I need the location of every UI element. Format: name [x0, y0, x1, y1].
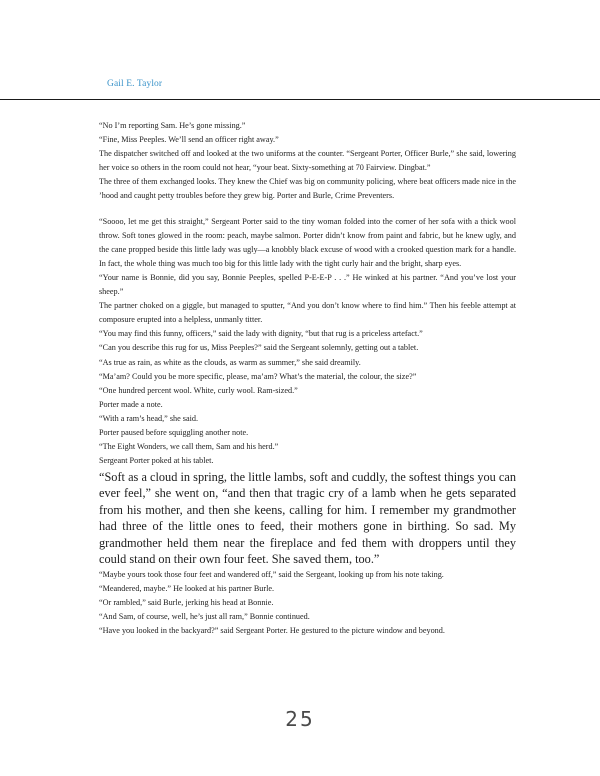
- paragraph-large: “Soft as a cloud in spring, the little lambs, soft and cuddly, the softest things you can ever feel,” she went on, “and then that tragic cry of a lamb when he gets separated from his mother, and then she keens, calling for him. I remember my grandmother had three of the little ones to feed, their mothers gone in birthing. So sad. My grandmother held them near the fireplace and fed them with droppers until they could stand on their own four feet. She saved them, too.”: [99, 469, 516, 567]
- paragraph: “You may find this funny, officers,” said the lady with dignity, “but that rug is a priceless artefact.”: [99, 329, 423, 339]
- running-header-author: Gail E. Taylor: [107, 79, 163, 89]
- paragraph: “Soooo, let me get this straight,” Sergeant Porter said to the tiny woman folded into the corner of her sofa with a thick wool throw. Soft tones glowed in the room: peach, maybe salmon. Porter didn’t know from paint and fabric, but he knew ugly, and the cane propped beside this little lady was ugly—a knobbly black excuse of wood with a crooked question mark for a handle. In fact, the whole thing was much too big for this little lady with the tight curly hair and the bright, sharp eyes.: [99, 216, 516, 268]
- paragraph: “The Eight Wonders, we call them, Sam and his herd.”: [99, 442, 279, 452]
- paragraph: The partner choked on a giggle, but managed to sputter, “And you don’t know where to find him.” Then his feeble attempt at composure erupted into a helpless, unmanly titter.: [99, 301, 516, 325]
- paragraph: “As true as rain, as white as the clouds, as warm as summer,” she said dreamily.: [99, 357, 361, 367]
- header-divider: [0, 99, 600, 100]
- paragraph: “Your name is Bonnie, did you say, Bonnie Peeples, spelled P-E-E-P . . .” He winked at his partner. “And you’ve lost your sheep.”: [99, 272, 516, 297]
- paragraph: The three of them exchanged looks. They knew the Chief was big on community policing, where beat officers made nice in the ’hood and caught petty troubles before they grew big. Porter and Burle, Crime Preventers.: [99, 177, 516, 201]
- paragraph: Porter made a note.: [99, 399, 163, 409]
- paragraph: The dispatcher switched off and looked at the two uniforms at the counter. “Sergeant Porter, Officer Burle,” she said, lowering her voice so others in the room could not hear, “your beat. Sixty-something at 70 Fairview. Dingbat.”: [99, 149, 516, 173]
- paragraph: “Fine, Miss Peeples. We’ll send an officer right away.”: [99, 135, 279, 145]
- page-number: 25: [285, 707, 315, 731]
- story-text: [99, 119, 516, 638]
- paragraph: “Have you looked in the backyard?” said Sergeant Porter. He gestured to the picture window and beyond.: [99, 626, 445, 636]
- paragraph: “One hundred percent wool. White, curly wool. Ram-sized.”: [99, 385, 298, 395]
- paragraph: “Can you describe this rug for us, Miss Peeples?” said the Sergeant solemnly, getting out a tablet.: [99, 343, 419, 353]
- paragraph: Porter paused before squiggling another note.: [99, 427, 249, 437]
- paragraph: “No I’m reporting Sam. He’s gone missing.”: [99, 121, 246, 130]
- paragraph: “And Sam, of course, well, he’s just all ram,” Bonnie continued.: [99, 612, 310, 622]
- paragraph: “Or rambled,” said Burle, jerking his head at Bonnie.: [99, 597, 274, 607]
- paragraph: “Ma’am? Could you be more specific, please, ma’am? What’s the material, the colour, the size?”: [99, 371, 417, 381]
- paragraph: “Maybe yours took those four feet and wandered off,” said the Sergeant, looking up from his note taking.: [99, 569, 444, 579]
- paragraph: “With a ram’s head,” she said.: [99, 413, 199, 423]
- paragraph: “Meandered, maybe.” He looked at his partner Burle.: [99, 583, 275, 593]
- paragraph: Sergeant Porter poked at his tablet.: [99, 456, 214, 466]
